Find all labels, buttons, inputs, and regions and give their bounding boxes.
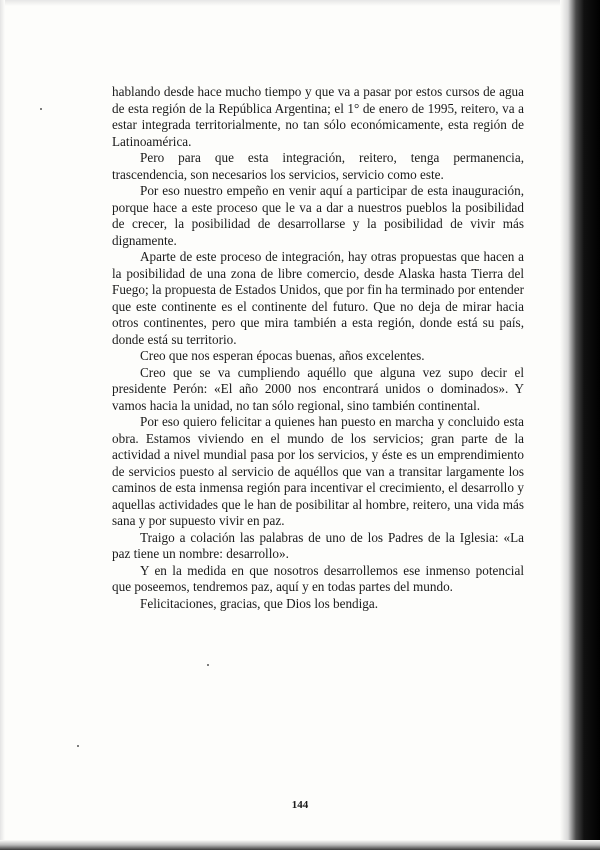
body-text <box>112 84 524 612</box>
page-number: 144 <box>291 799 309 811</box>
paragraph: Pero para que esta integración, reitero, tenga permanencia, trascendencia, son necesarios los servicios, servicio como este. <box>112 150 524 182</box>
scan-speck <box>77 745 79 747</box>
paragraph: Y en la medida en que nosotros desarrollemos ese inmenso potencial que poseemos, tendremos paz, aquí y en todas partes del mundo. <box>112 562 524 594</box>
scan-binding-edge <box>560 0 600 850</box>
scan-edge-bottom <box>0 840 600 850</box>
paragraph: Por eso quiero felicitar a quienes han puesto en marcha y concluido esta obra. Estamos viviendo en el mundo de los servicios; gran parte de la actividad a nivel mundial pasa por los servicios, y éste es un emprendimiento de servicios puesto al servicio de aquéllos que van a transitar largamente los caminos de esta inmensa región para incentivar el crecimiento, el desarrollo y aquellas actividades que le han de posibilitar al hombre, reitero, una vida más sana y por supuesto vivir en paz. <box>112 414 524 528</box>
paragraph: Creo que nos esperan épocas buenas, años excelentes. <box>140 348 425 363</box>
paragraph: Por eso nuestro empeño en venir aquí a participar de esta inauguración, porque hace a este proceso que le va a dar a nuestros pueblos la posibilidad de crecer, la posibilidad de desarrollarse y la posibilidad de vivir más dignamente. <box>112 183 524 248</box>
paragraph: Felicitaciones, gracias, que Dios los bendiga. <box>140 595 379 611</box>
scan-speck <box>207 664 209 666</box>
scan-edge-top <box>0 0 600 6</box>
paragraph: Aparte de este proceso de integración, hay otras propuestas que hacen a la posibilidad de una zona de libre comercio, desde Alaska hasta Tierra del Fuego; la propuesta de Estados Unidos, que por fin ha terminado por entender que este continente es el continente del futuro. Que no deja de mirar hacia otros continentes, pero que mira también a esta región, donde está su país, donde está su territorio. <box>112 249 525 347</box>
scan-edge-left <box>0 0 5 850</box>
paragraph: Traigo a colación las palabras de uno de los Padres de la Iglesia: «La paz tiene un nombre: desarrollo». <box>112 529 524 561</box>
scan-speck <box>40 108 42 110</box>
paragraph: hablando desde hace mucho tiempo y que va a pasar por estos cursos de agua de esta región de la República Argentina; el 1° de enero de 1995, reitero, va a estar integrada territorialmente, no tan sólo económicamente, esta región de Latinoamérica. <box>112 84 524 149</box>
paragraph: Creo que se va cumpliendo aquéllo que alguna vez supo decir el presidente Perón: «El año 2000 nos encontrará unidos o dominados». Y vamos hacia la unidad, no tan sólo regional, sino también continental. <box>112 364 524 413</box>
